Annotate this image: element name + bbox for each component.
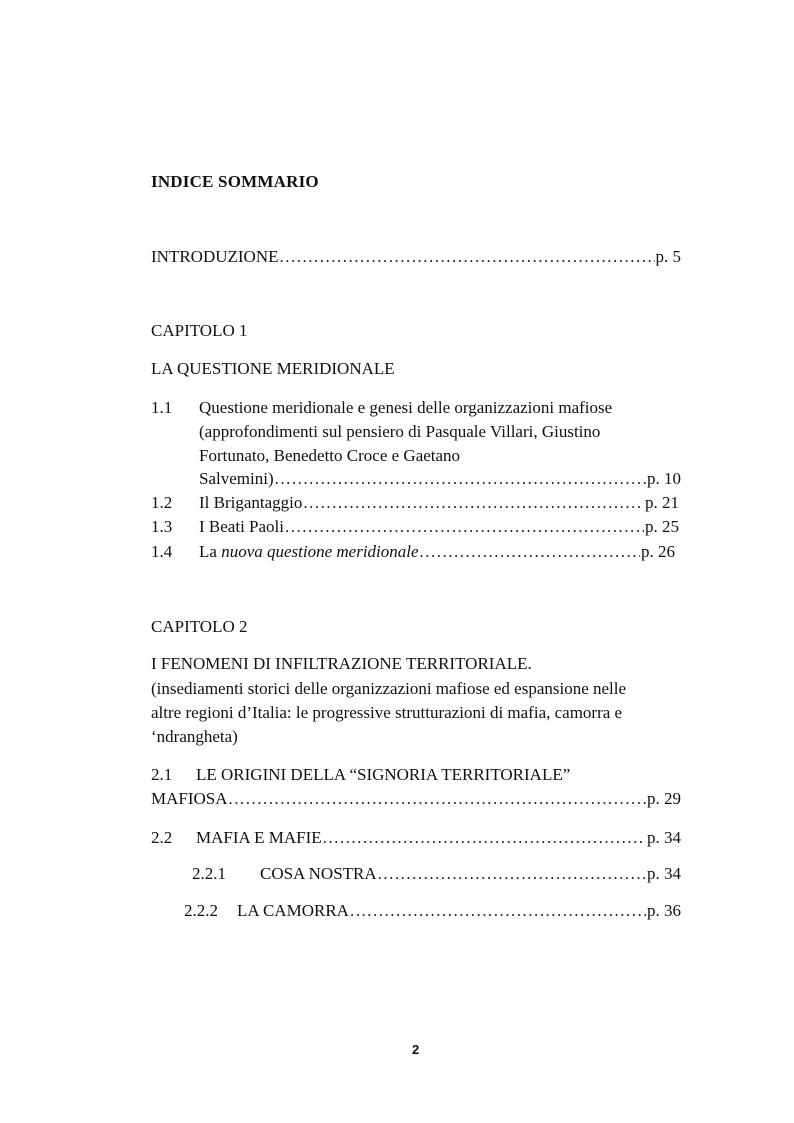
toc-entry-1-1: [199, 467, 681, 491]
toc-entry-2-2-2: [237, 899, 681, 923]
toc-label-line: Fortunato, Benedetto Croce e Gaetano: [199, 446, 461, 465]
toc-label: COSA NOSTRA: [260, 864, 377, 883]
toc-page: p. 34: [647, 828, 681, 847]
toc-label: Il Brigantaggio: [199, 493, 303, 512]
toc-page: p. 29: [647, 789, 681, 808]
toc-page: p. 5: [655, 247, 681, 266]
chapter-1-heading: CAPITOLO 1: [151, 321, 248, 340]
toc-label-line: LE ORIGINI DELLA “SIGNORIA TERRITORIALE”: [196, 765, 571, 784]
toc-number: 2.1: [151, 765, 173, 784]
toc-page: p. 10: [647, 469, 681, 488]
chapter-2-subtitle-line: ‘ndrangheta): [151, 727, 238, 746]
toc-number: 2.2.1: [192, 864, 226, 883]
toc-label-line: Questione meridionale e genesi delle organizzazioni mafiose: [199, 398, 613, 417]
toc-number: 2.2.2: [184, 901, 218, 920]
toc-label: LA CAMORRA: [237, 901, 349, 920]
toc-entry-1-4: [199, 540, 675, 564]
toc-label-prefix: La: [199, 542, 222, 561]
chapter-2-heading: CAPITOLO 2: [151, 617, 248, 636]
toc-label: I Beati Paoli: [199, 517, 284, 536]
toc-entry-1-2: [199, 491, 679, 515]
toc-label: INTRODUZIONE: [151, 247, 279, 266]
chapter-2-subtitle-line: (insediamenti storici delle organizzazioni mafiose ed espansione nelle: [151, 679, 627, 698]
toc-label-italic: nuova questione meridionale: [221, 542, 419, 561]
toc-label: Salvemini): [199, 469, 274, 488]
toc-number: 1.3: [151, 517, 173, 536]
chapter-2-title: I FENOMENI DI INFILTRAZIONE TERRITORIALE.: [151, 654, 532, 673]
dot-leader: [279, 245, 654, 269]
dot-leader: [420, 540, 640, 564]
dot-leader: [275, 467, 646, 491]
dot-leader: [303, 491, 644, 515]
toc-label: MAFIA E MAFIE: [196, 828, 322, 847]
dot-leader: [323, 826, 646, 850]
toc-page: p. 25: [645, 517, 679, 536]
dot-leader: [229, 787, 646, 811]
toc-label: [199, 540, 419, 564]
dot-leader: [285, 515, 644, 539]
dot-leader: [378, 862, 646, 886]
toc-number: 1.2: [151, 493, 173, 512]
toc-page: p. 34: [647, 864, 681, 883]
toc-entry-2-1: [151, 787, 681, 811]
dot-leader: [350, 899, 646, 923]
toc-label: MAFIOSA: [151, 789, 228, 808]
chapter-2-subtitle-line: altre regioni d’Italia: le progressive strutturazioni di mafia, camorra e: [151, 703, 623, 722]
toc-entry-2-2-1: [260, 862, 681, 886]
toc-page: p. 21: [645, 493, 679, 512]
chapter-1-title: LA QUESTIONE MERIDIONALE: [151, 359, 395, 378]
toc-page: p. 26: [641, 542, 675, 561]
toc-entry-2-2: [196, 826, 681, 850]
toc-entry-introduction: [151, 245, 681, 269]
toc-entry-1-3: [199, 515, 679, 539]
toc-number: 2.2: [151, 828, 173, 847]
toc-page: p. 36: [647, 901, 681, 920]
toc-number: 1.4: [151, 542, 173, 561]
index-title: INDICE SOMMARIO: [151, 172, 319, 191]
toc-label-line: (approfondimenti sul pensiero di Pasquale Villari, Giustino: [199, 422, 601, 441]
page-number: 2: [412, 1042, 420, 1057]
toc-number: 1.1: [151, 398, 173, 417]
